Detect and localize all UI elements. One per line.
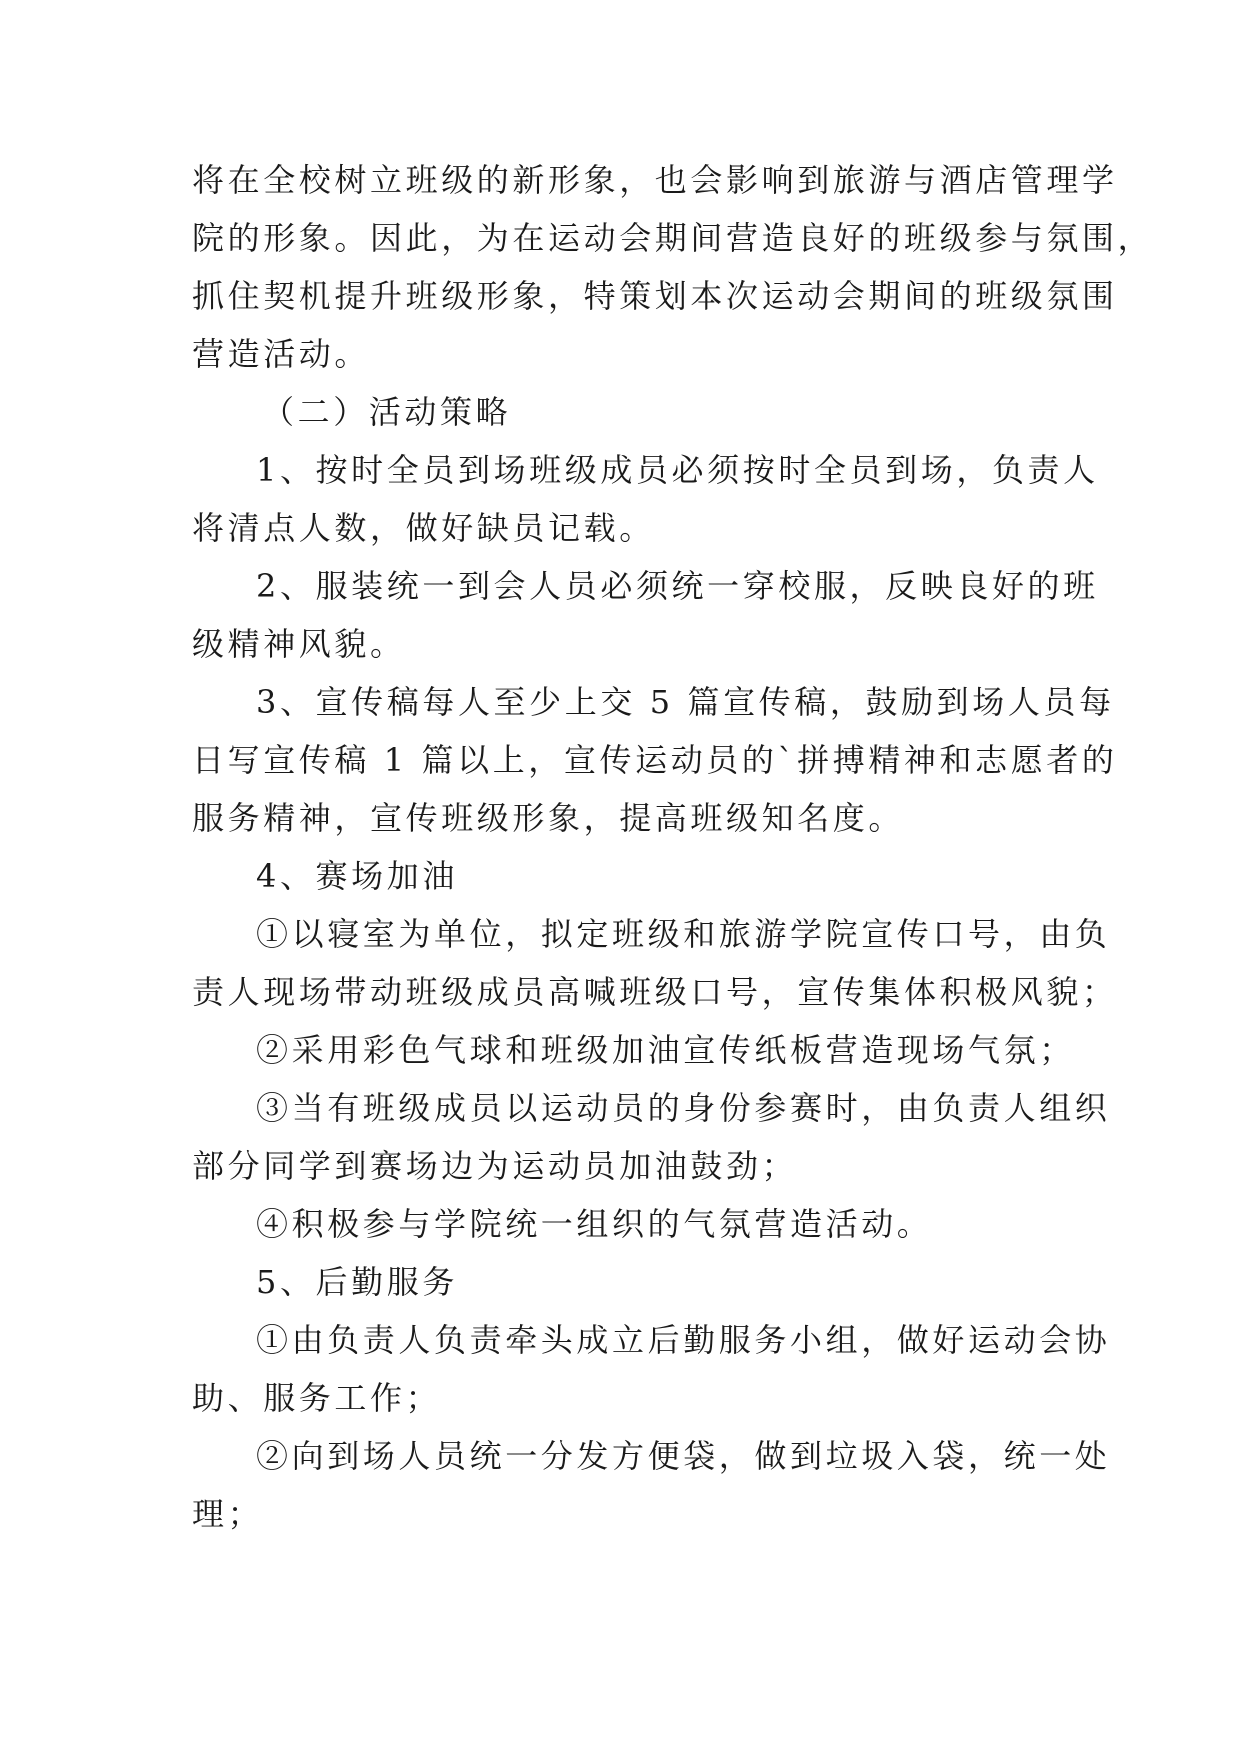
paragraph-line: 责人现场带动班级成员高喊班级口号，宣传集体积极风貌； bbox=[192, 973, 1118, 1011]
paragraph-line: 抓住契机提升班级形象，特策划本次运动会期间的班级氛围 bbox=[192, 277, 1118, 315]
paragraph-line: 将清点人数，做好缺员记载。 bbox=[192, 509, 655, 547]
paragraph-line: ②采用彩色气球和班级加油宣传纸板营造现场气氛； bbox=[256, 1031, 1075, 1069]
paragraph-line: 日写宣传稿 1 篇以上，宣传运动员的`拼搏精神和志愿者的 bbox=[192, 741, 1118, 779]
paragraph-line: 将在全校树立班级的新形象，也会影响到旅游与酒店管理学 bbox=[192, 161, 1118, 199]
paragraph-line: 1、按时全员到场班级成员必须按时全员到场，负责人 bbox=[256, 451, 1099, 489]
subsection-heading: 5、后勤服务 bbox=[256, 1263, 458, 1301]
paragraph-line: 院的形象。因此，为在运动会期间营造良好的班级参与氛围， bbox=[192, 219, 1154, 257]
paragraph-line: 服务精神，宣传班级形象，提高班级知名度。 bbox=[192, 799, 905, 837]
paragraph-line: ③当有班级成员以运动员的身份参赛时，由负责人组织 bbox=[256, 1089, 1111, 1127]
paragraph-line: 营造活动。 bbox=[192, 335, 371, 373]
paragraph-line: ①以寝室为单位，拟定班级和旅游学院宣传口号，由负 bbox=[256, 915, 1111, 953]
paragraph-line: 部分同学到赛场边为运动员加油鼓劲； bbox=[192, 1147, 798, 1185]
paragraph-line: 2、服装统一到会人员必须统一穿校服，反映良好的班 bbox=[256, 567, 1099, 605]
paragraph-line: 级精神风貌。 bbox=[192, 625, 406, 663]
paragraph-line: 助、服务工作； bbox=[192, 1379, 442, 1417]
paragraph-line: 理； bbox=[192, 1495, 264, 1533]
subsection-heading: 4、赛场加油 bbox=[256, 857, 458, 895]
paragraph-line: ②向到场人员统一分发方便袋，做到垃圾入袋，统一处 bbox=[256, 1437, 1111, 1475]
paragraph-line: ①由负责人负责牵头成立后勤服务小组，做好运动会协 bbox=[256, 1321, 1111, 1359]
paragraph-line: ④积极参与学院统一组织的气氛营造活动。 bbox=[256, 1205, 933, 1243]
section-heading: （二）活动策略 bbox=[262, 393, 512, 431]
paragraph-line: 3、宣传稿每人至少上交 5 篇宣传稿，鼓励到场人员每 bbox=[256, 683, 1115, 721]
